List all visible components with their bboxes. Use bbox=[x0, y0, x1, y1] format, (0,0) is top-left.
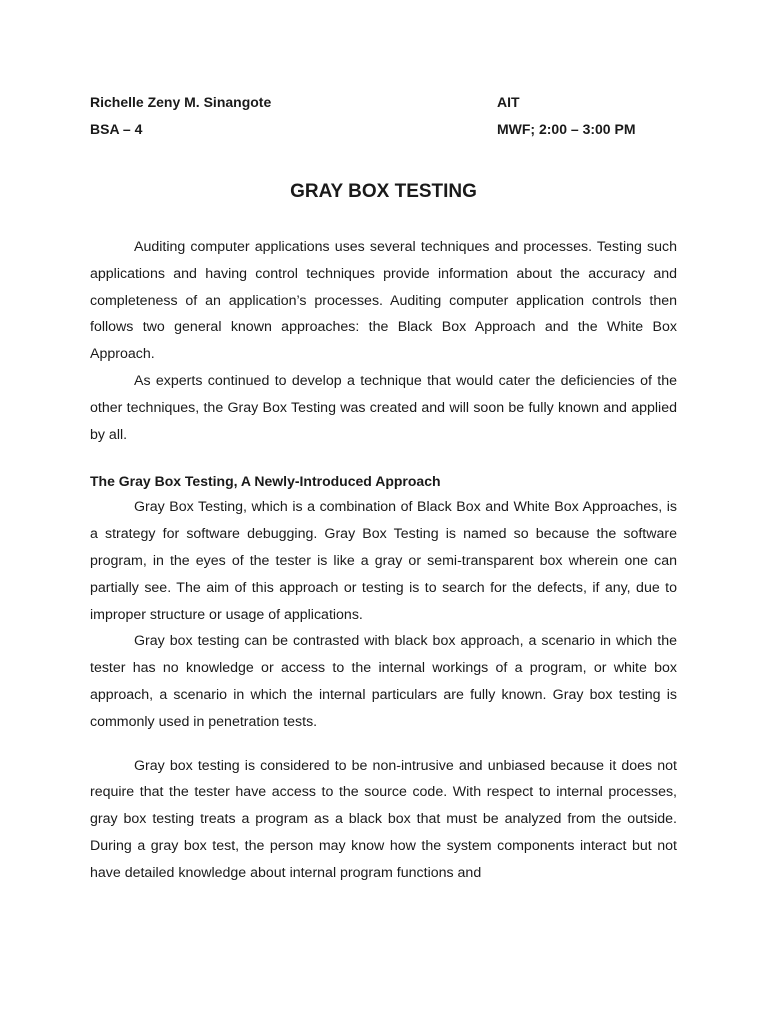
intro-paragraph-2: As experts continued to develop a technique that would cater the deficiencies of the other techniques, the Gray Box Testing was created and will soon be fully known and applied by all. bbox=[90, 372, 677, 443]
course-code: AIT bbox=[497, 94, 520, 110]
section-heading: The Gray Box Testing, A Newly-Introduced Approach bbox=[90, 473, 441, 490]
intro-section bbox=[90, 234, 677, 448]
intro-paragraph-1: Auditing computer applications uses several techniques and processes. Testing such applications and having control techniques provide information about the accuracy and completeness of an application’s processes. Auditing computer application controls then follows two general known approaches: the Black Box Approach and the White Box Approach. bbox=[90, 239, 677, 363]
section-paragraph-1: Gray Box Testing, which is a combination of Black Box and White Box Approaches, is a strategy for software debugging. Gray Box Testing is named so because the software program, in the eyes of the tester is like a gray or semi-transparent box wherein one can partially see. The aim of this approach or testing is to search for the defects, if any, due to improper structure or usage of applications. bbox=[90, 499, 677, 623]
header-row-2 bbox=[90, 119, 677, 146]
document-title: GRAY BOX TESTING bbox=[290, 181, 477, 202]
section-paragraph-2: Gray box testing can be contrasted with black box approach, a scenario in which the tester has no knowledge or access to the internal workings of a program, or white box approach, a scenario in which the internal particulars are fully known. Gray box testing is commonly used in penetration tests. bbox=[90, 633, 677, 730]
student-section: BSA – 4 bbox=[90, 121, 143, 137]
document-page bbox=[90, 92, 677, 887]
student-name: Richelle Zeny M. Sinangote bbox=[90, 94, 272, 110]
class-schedule: MWF; 2:00 – 3:00 PM bbox=[497, 121, 636, 137]
header-row-1 bbox=[90, 92, 677, 119]
section-body bbox=[90, 494, 677, 886]
section-paragraph-3: Gray box testing is considered to be non-intrusive and unbiased because it does not require that the tester have access to the source code. With respect to internal processes, gray box testing treats a program as a black box that must be analyzed from the outside. During a gray box test, the person may know how the system components interact but not have detailed knowledge about internal program functions and bbox=[90, 757, 677, 881]
